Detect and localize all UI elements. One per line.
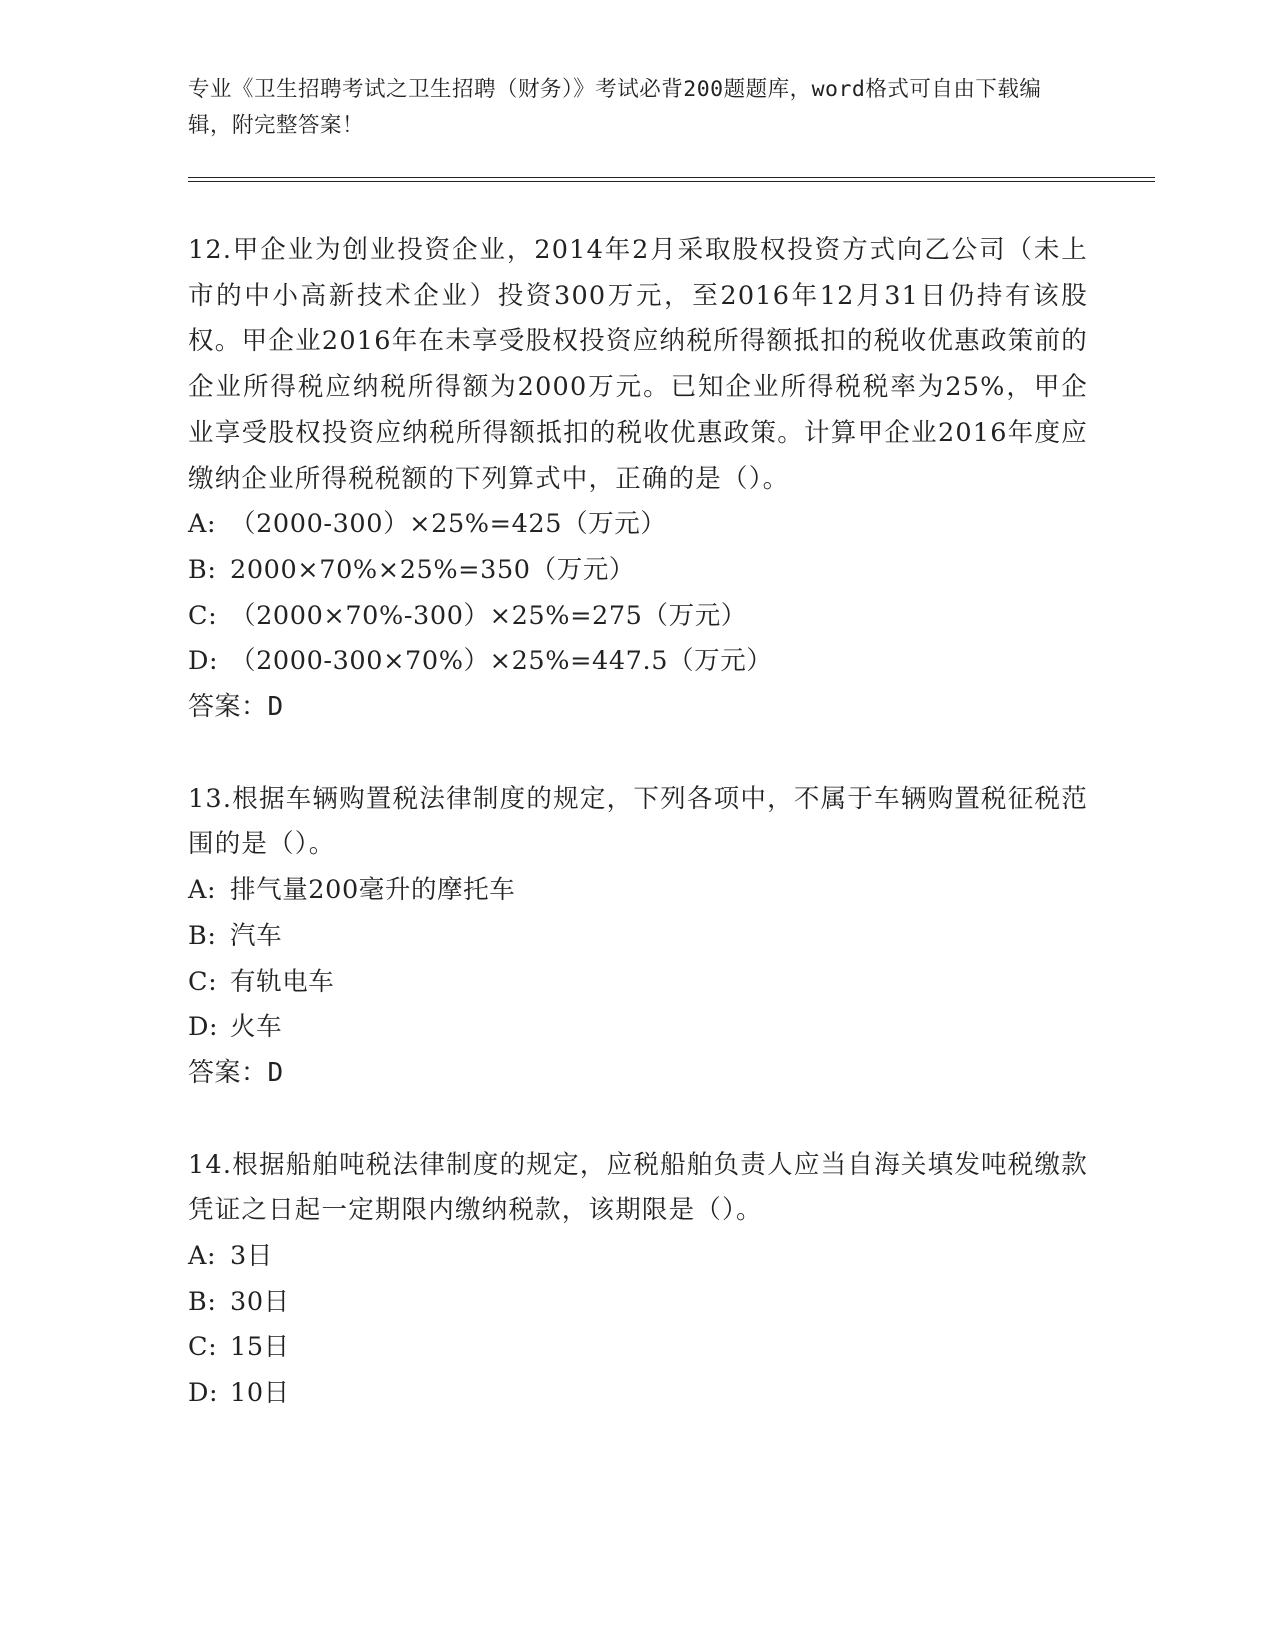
- answer-line: 答案：D: [188, 1057, 284, 1088]
- answer-line: 答案：D: [188, 692, 284, 723]
- option-b: [188, 914, 1088, 960]
- option-letter: A:: [188, 509, 217, 540]
- question-stem: 12.甲企业为创业投资企业，2014年2月采取股权投资方式向乙公司（未上市的中小高新技术企业）投资300万元，至2016年12月31日仍持有该股权。甲企业2016年在未享受股权投资应纳税所得额抵扣的税收优惠政策前的企业所得税应纳税所得额为2000万元。已知企业所得税税率为25%，甲企业享受股权投资应纳税所得额抵扣的税收优惠政策。计算甲企业2016年度应缴纳企业所得税税额的下列算式中，正确的是（）。: [188, 235, 1088, 494]
- header-divider: [188, 177, 1155, 182]
- option-letter: B:: [188, 1286, 217, 1317]
- option-text: 火车: [230, 1012, 283, 1043]
- option-d: [188, 1371, 1088, 1417]
- option-letter: B:: [188, 554, 217, 585]
- option-text: 3日: [230, 1241, 273, 1272]
- option-a: [188, 502, 1088, 548]
- question-14: [188, 1143, 1088, 1417]
- option-letter: A:: [188, 1241, 217, 1272]
- option-text: 排气量200毫升的摩托车: [230, 875, 516, 906]
- option-c: [188, 594, 1088, 640]
- option-text: （2000-300）×25%=425（万元）: [230, 509, 667, 540]
- option-text: （2000×70%-300）×25%=275（万元）: [230, 600, 747, 631]
- option-text: 15日: [230, 1332, 290, 1363]
- option-a: [188, 868, 1088, 914]
- option-letter: C:: [188, 966, 218, 997]
- option-text: 有轨电车: [230, 966, 335, 997]
- option-letter: A:: [188, 875, 217, 906]
- option-text: （2000-300×70%）×25%=447.5（万元）: [230, 646, 773, 677]
- option-text: 2000×70%×25%=350（万元）: [230, 554, 636, 585]
- option-text: 10日: [230, 1378, 290, 1409]
- option-letter: D:: [188, 1012, 219, 1043]
- option-d: [188, 1005, 1088, 1051]
- question-12: [188, 228, 1088, 731]
- option-d: [188, 639, 1088, 685]
- question-list: [188, 228, 1088, 1463]
- option-c: [188, 1325, 1088, 1371]
- question-stem: 13.根据车辆购置税法律制度的规定，下列各项中，不属于车辆购置税征税范围的是（）。: [188, 783, 1088, 860]
- option-letter: C:: [188, 1332, 218, 1363]
- document-header: 专业《卫生招聘考试之卫生招聘（财务）》考试必背200题题库，word格式可自由下载编辑，附完整答案！: [188, 77, 1042, 138]
- question-13: [188, 777, 1088, 1097]
- option-letter: C:: [188, 600, 218, 631]
- option-c: [188, 960, 1088, 1006]
- option-text: 30日: [230, 1286, 290, 1317]
- option-letter: B:: [188, 920, 217, 951]
- option-letter: D:: [188, 646, 219, 677]
- option-b: [188, 548, 1088, 594]
- option-letter: D:: [188, 1378, 219, 1409]
- question-stem: 14.根据船舶吨税法律制度的规定，应税船舶负责人应当自海关填发吨税缴款凭证之日起一定期限内缴纳税款，该期限是（）。: [188, 1149, 1088, 1226]
- option-b: [188, 1280, 1088, 1326]
- option-a: [188, 1234, 1088, 1280]
- option-text: 汽车: [230, 920, 283, 951]
